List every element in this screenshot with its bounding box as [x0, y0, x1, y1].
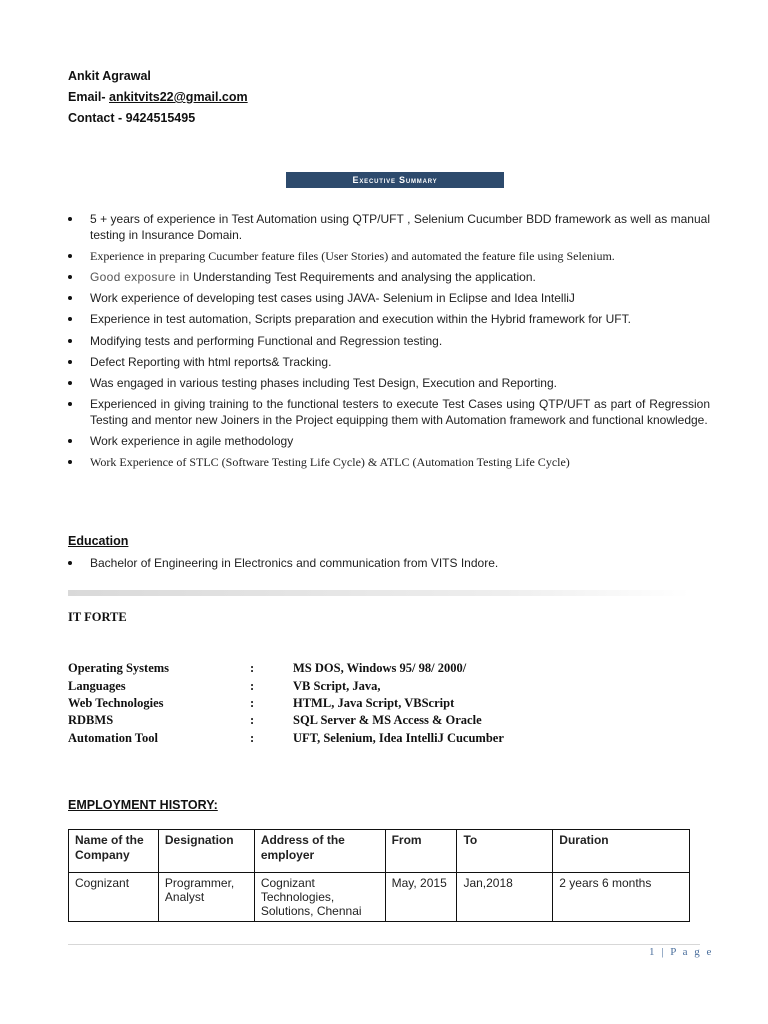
list-item: Was engaged in various testing phases including Test Design, Execution and Reporting.	[68, 375, 710, 391]
column-header: From	[385, 830, 457, 873]
footer-divider	[68, 944, 700, 945]
table-row	[69, 873, 690, 922]
list-item: Experienced in giving training to the functional testers to execute Test Cases using QTP/UFT as part of Regression Testing and mentor new Joiners in the Project equipping them with Automation framework and functional knowledge.	[68, 396, 710, 428]
education-title: Education	[68, 534, 129, 548]
page-number: 1 | P a g e	[649, 946, 714, 958]
list-item: Modifying tests and performing Functional and Regression testing.	[68, 333, 710, 349]
table-cell: Cognizant Technologies, Solutions, Chennai	[254, 873, 385, 922]
column-header: Address of the employer	[254, 830, 385, 873]
list-item: Work Experience of STLC (Software Testing Life Cycle) & ATLC (Automation Testing Life Cycle)	[68, 454, 710, 470]
list-item: Work experience of developing test cases using JAVA- Selenium in Eclipse and Idea IntelliJ	[68, 290, 710, 306]
list-item: Good exposure in Understanding Test Requirements and analysing the application.	[68, 269, 710, 285]
table-cell: Programmer, Analyst	[158, 873, 254, 922]
list-item: Work experience in agile methodology	[68, 433, 710, 449]
skill-row	[68, 731, 628, 748]
column-header: To	[457, 830, 553, 873]
section-divider	[68, 590, 690, 596]
skill-separator: :	[250, 696, 255, 710]
skill-row	[68, 679, 628, 696]
skill-key: Languages	[68, 679, 126, 693]
it-forte-title: IT FORTE	[68, 610, 127, 624]
skill-row	[68, 696, 628, 713]
column-header: Duration	[553, 830, 690, 873]
skill-separator: :	[250, 661, 255, 675]
skill-value: HTML, Java Script, VBScript	[293, 696, 455, 710]
employment-table	[68, 829, 690, 922]
list-item: Experience in test automation, Scripts preparation and execution within the Hybrid framework for UFT.	[68, 311, 710, 327]
skill-value: VB Script, Java,	[293, 679, 381, 693]
skill-separator: :	[250, 731, 255, 745]
candidate-name: Ankit Agrawal	[68, 69, 151, 83]
email-label: Email-	[68, 90, 109, 104]
table-cell: Cognizant	[69, 873, 159, 922]
list-item: Defect Reporting with html reports& Tracking.	[68, 354, 710, 370]
column-header: Name of the Company	[69, 830, 159, 873]
skill-value: UFT, Selenium, Idea IntelliJ Cucumber	[293, 731, 504, 745]
skill-separator: :	[250, 679, 255, 693]
education-list	[68, 555, 710, 571]
employment-history-title: EMPLOYMENT HISTORY:	[68, 798, 218, 812]
skill-key: Automation Tool	[68, 731, 158, 745]
email-line	[68, 90, 248, 104]
table-cell: 2 years 6 months	[553, 873, 690, 922]
executive-summary-banner: Executive Summary	[286, 172, 504, 188]
email-link[interactable]: ankitvits22@gmail.com	[109, 90, 248, 104]
table-cell: May, 2015	[385, 873, 457, 922]
skill-value: MS DOS, Windows 95/ 98/ 2000/	[293, 661, 467, 675]
skill-key: Web Technologies	[68, 696, 164, 710]
list-item: 5 + years of experience in Test Automation using QTP/UFT , Selenium Cucumber BDD framework as well as manual testing in Insurance Domain.	[68, 211, 710, 243]
executive-summary-list	[68, 211, 710, 470]
list-item: Experience in preparing Cucumber feature files (User Stories) and automated the feature file using Selenium.	[68, 248, 710, 264]
skill-key: Operating Systems	[68, 661, 170, 675]
contact-line: Contact - 9424515495	[68, 111, 196, 125]
skill-key: RDBMS	[68, 713, 114, 727]
table-header-row	[69, 830, 690, 873]
list-item: Bachelor of Engineering in Electronics and communication from VITS Indore.	[68, 555, 710, 571]
column-header: Designation	[158, 830, 254, 873]
table-cell: Jan,2018	[457, 873, 553, 922]
skill-value: SQL Server & MS Access & Oracle	[293, 713, 482, 727]
skill-separator: :	[250, 713, 255, 727]
skill-row	[68, 713, 628, 730]
skill-row	[68, 661, 628, 678]
